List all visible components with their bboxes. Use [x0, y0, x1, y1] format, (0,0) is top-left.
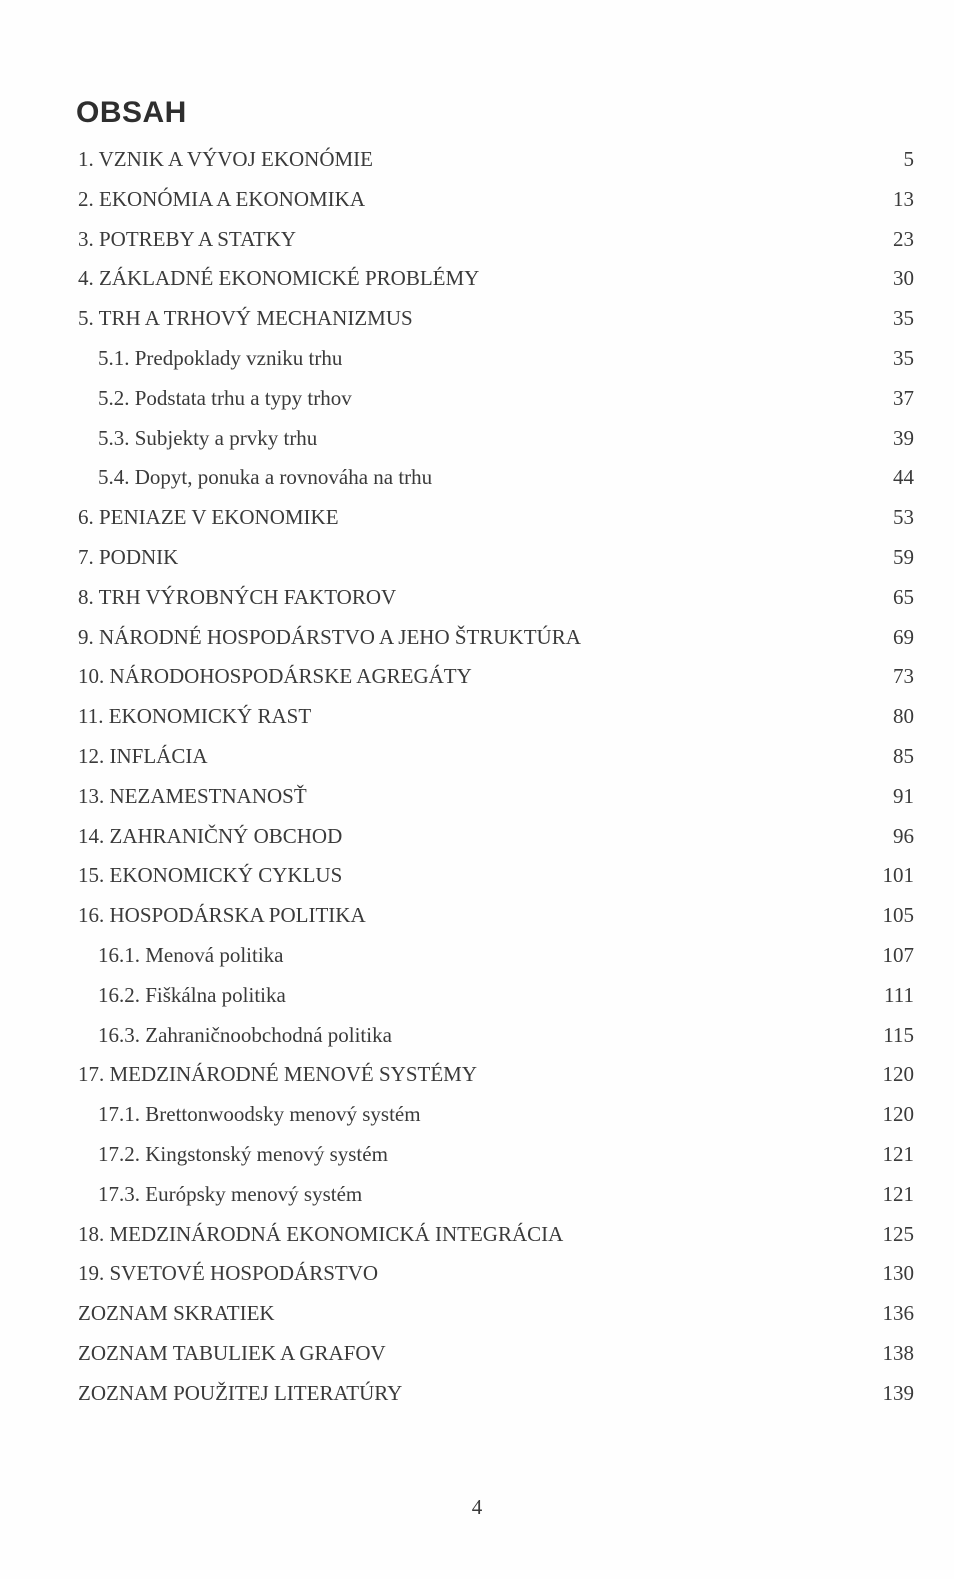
toc-entry-title: 16. HOSPODÁRSKA POLITIKA [78, 903, 366, 928]
toc-subentry [98, 1098, 914, 1130]
dot-leader [390, 1359, 879, 1360]
toc-entry-title: 18. MEDZINÁRODNÁ EKONOMICKÁ INTEGRÁCIA [78, 1221, 564, 1246]
toc-entry-page: 30 [893, 266, 914, 291]
dot-leader [366, 1200, 878, 1201]
dot-leader [212, 762, 890, 763]
dot-leader [476, 682, 889, 683]
toc-entry [78, 740, 914, 772]
toc-entry [78, 780, 914, 812]
toc-entry [78, 820, 914, 852]
toc-entry-title: 9. NÁRODNÉ HOSPODÁRSTVO A JEHO ŠTRUKTÚRA [78, 624, 581, 649]
dot-leader [567, 1240, 878, 1241]
toc-subentry [98, 382, 914, 414]
toc-entry [78, 1257, 914, 1289]
dot-leader [343, 523, 889, 524]
toc-entry [78, 501, 914, 533]
toc-subentry [98, 979, 914, 1011]
dot-leader [356, 404, 889, 405]
toc-entry-page: 59 [893, 545, 914, 569]
toc-entry-page: 136 [882, 1301, 914, 1326]
toc-entry-title: 5.3. Subjekty a prvky trhu [98, 425, 318, 450]
toc-entry-title: 15. EKONOMICKÝ CYKLUS [78, 863, 343, 888]
toc-entry-page: 96 [893, 823, 914, 848]
toc-entry-page: 37 [893, 385, 914, 410]
dot-leader [370, 921, 879, 922]
toc-entry-title: 6. PENIAZE V EKONOMIKE [78, 505, 339, 530]
toc-entry-page: 105 [882, 903, 914, 928]
toc-entry-title: 16.2. Fiškálna politika [98, 982, 286, 1007]
toc-entry [78, 143, 914, 175]
toc-entry-page: 111 [884, 982, 914, 1007]
dot-leader [346, 842, 889, 843]
dot-leader [406, 1399, 878, 1400]
toc-entry-title: 11. EKONOMICKÝ RAST [78, 704, 312, 729]
toc-entry [78, 1297, 914, 1329]
dot-leader [425, 1120, 879, 1121]
toc-entry [78, 700, 914, 732]
dot-leader [290, 1001, 880, 1002]
toc-entry-title: 5.2. Podstata trhu a typy trhov [98, 385, 352, 410]
toc-entry-title: 4. ZÁKLADNÉ EKONOMICKÉ PROBLÉMY [78, 266, 480, 291]
toc-subentry [98, 461, 914, 493]
dot-leader [369, 205, 889, 206]
toc-entry [78, 581, 914, 613]
toc-entry [78, 1218, 914, 1250]
dot-leader [417, 324, 889, 325]
toc-entry-title: 17. MEDZINÁRODNÉ MENOVÉ SYSTÉMY [78, 1062, 477, 1087]
dot-leader [315, 722, 889, 723]
toc-entry-title: 17.1. Brettonwoodsky menový systém [98, 1102, 421, 1127]
toc-subentry [98, 342, 914, 374]
toc-entry-title: 7. PODNIK [78, 545, 179, 569]
toc-subentry [98, 1138, 914, 1170]
dot-leader [346, 881, 878, 882]
toc-entry-title: 5. TRH A TRHOVÝ MECHANIZMUS [78, 306, 413, 331]
toc-entry-title: 14. ZAHRANIČNÝ OBCHOD [78, 823, 343, 848]
toc-entry-page: 80 [893, 704, 914, 729]
dot-leader [382, 1279, 878, 1280]
toc-entry-title: 2. EKONÓMIA A EKONOMIKA [78, 186, 365, 211]
toc-subentry [98, 1019, 914, 1051]
toc-entry-page: 39 [893, 425, 914, 450]
toc-entry-title: 16.3. Zahraničnoobchodná politika [98, 1022, 392, 1047]
toc-entry-title: 16.1. Menová politika [98, 943, 284, 967]
toc-entry [78, 541, 914, 573]
dot-leader [346, 364, 889, 365]
toc-entry-page: 120 [882, 1062, 914, 1087]
toc-entry-page: 138 [882, 1341, 914, 1365]
toc-entry-page: 65 [893, 584, 914, 609]
toc-subentry [98, 422, 914, 454]
toc-entry-page: 125 [882, 1221, 914, 1246]
dot-leader [287, 961, 878, 962]
toc-entry-page: 53 [893, 505, 914, 530]
toc-entry-title: 19. SVETOVÉ HOSPODÁRSTVO [78, 1261, 379, 1286]
dot-leader [300, 245, 889, 246]
dot-leader [377, 165, 900, 166]
toc-entry [78, 183, 914, 215]
toc-entry-page: 115 [883, 1022, 914, 1047]
toc-entry [78, 262, 914, 294]
dot-leader [311, 802, 889, 803]
toc-entry-page: 69 [893, 624, 914, 649]
toc-entry-title: ZOZNAM TABULIEK A GRAFOV [78, 1341, 386, 1365]
dot-leader [436, 483, 889, 484]
toc-entry-page: 139 [882, 1380, 914, 1405]
toc-entry-title: ZOZNAM POUŽITEJ LITERATÚRY [78, 1380, 403, 1405]
toc-entry-page: 85 [893, 744, 914, 768]
page-title: OBSAH [76, 96, 187, 129]
toc-entry-title: 5.1. Predpoklady vzniku trhu [98, 346, 343, 370]
toc-entry-page: 121 [882, 1181, 914, 1206]
toc-entry-page: 130 [882, 1261, 914, 1286]
toc-entry-page: 73 [893, 664, 914, 689]
toc-entry-title: 1. VZNIK A VÝVOJ EKONÓMIE [78, 147, 373, 171]
toc-entry-title: 3. POTREBY A STATKY [78, 226, 297, 251]
toc-entry-page: 35 [893, 346, 914, 370]
toc-entry-title: 5.4. Dopyt, ponuka a rovnováha na trhu [98, 465, 433, 490]
dot-leader [396, 1041, 879, 1042]
toc-entry-title: 12. INFLÁCIA [78, 744, 208, 768]
toc-entry-page: 120 [882, 1102, 914, 1127]
toc-subentry [98, 939, 914, 971]
page-number: 4 [471, 1495, 483, 1519]
toc-entry-page: 101 [882, 863, 914, 888]
dot-leader [483, 284, 889, 285]
toc-entry [78, 1377, 914, 1409]
dot-leader [585, 643, 889, 644]
dot-leader [481, 1080, 879, 1081]
toc-entry-title: ZOZNAM SKRATIEK [78, 1301, 275, 1326]
dot-leader [392, 1160, 879, 1161]
dot-leader [279, 1319, 879, 1320]
toc-entry-title: 8. TRH VÝROBNÝCH FAKTOROV [78, 584, 397, 609]
toc-entry-page: 121 [882, 1142, 914, 1166]
dot-leader [321, 444, 889, 445]
toc-entry-page: 23 [893, 226, 914, 251]
toc-entry [78, 223, 914, 255]
toc-entry [78, 302, 914, 334]
dot-leader [182, 563, 889, 564]
toc-entry [78, 660, 914, 692]
toc-entry-title: 17.3. Európsky menový systém [98, 1181, 363, 1206]
toc-entry-page: 44 [893, 465, 914, 490]
toc-entry-page: 5 [903, 147, 914, 171]
toc-entry-title: 10. NÁRODOHOSPODÁRSKE AGREGÁTY [78, 664, 472, 689]
toc-entry-page: 13 [893, 186, 914, 211]
toc-subentry [98, 1178, 914, 1210]
dot-leader [400, 603, 889, 604]
toc-entry-page: 107 [882, 943, 914, 967]
toc-entry [78, 621, 914, 653]
toc-entry-title: 13. NEZAMESTNANOSŤ [78, 783, 307, 808]
toc-entry [78, 1337, 914, 1369]
toc-entry-page: 91 [893, 783, 914, 808]
toc-entry [78, 899, 914, 931]
toc-entry [78, 859, 914, 891]
toc-entry-title: 17.2. Kingstonský menový systém [98, 1142, 388, 1166]
toc-entry [78, 1058, 914, 1090]
toc-entry-page: 35 [893, 306, 914, 331]
